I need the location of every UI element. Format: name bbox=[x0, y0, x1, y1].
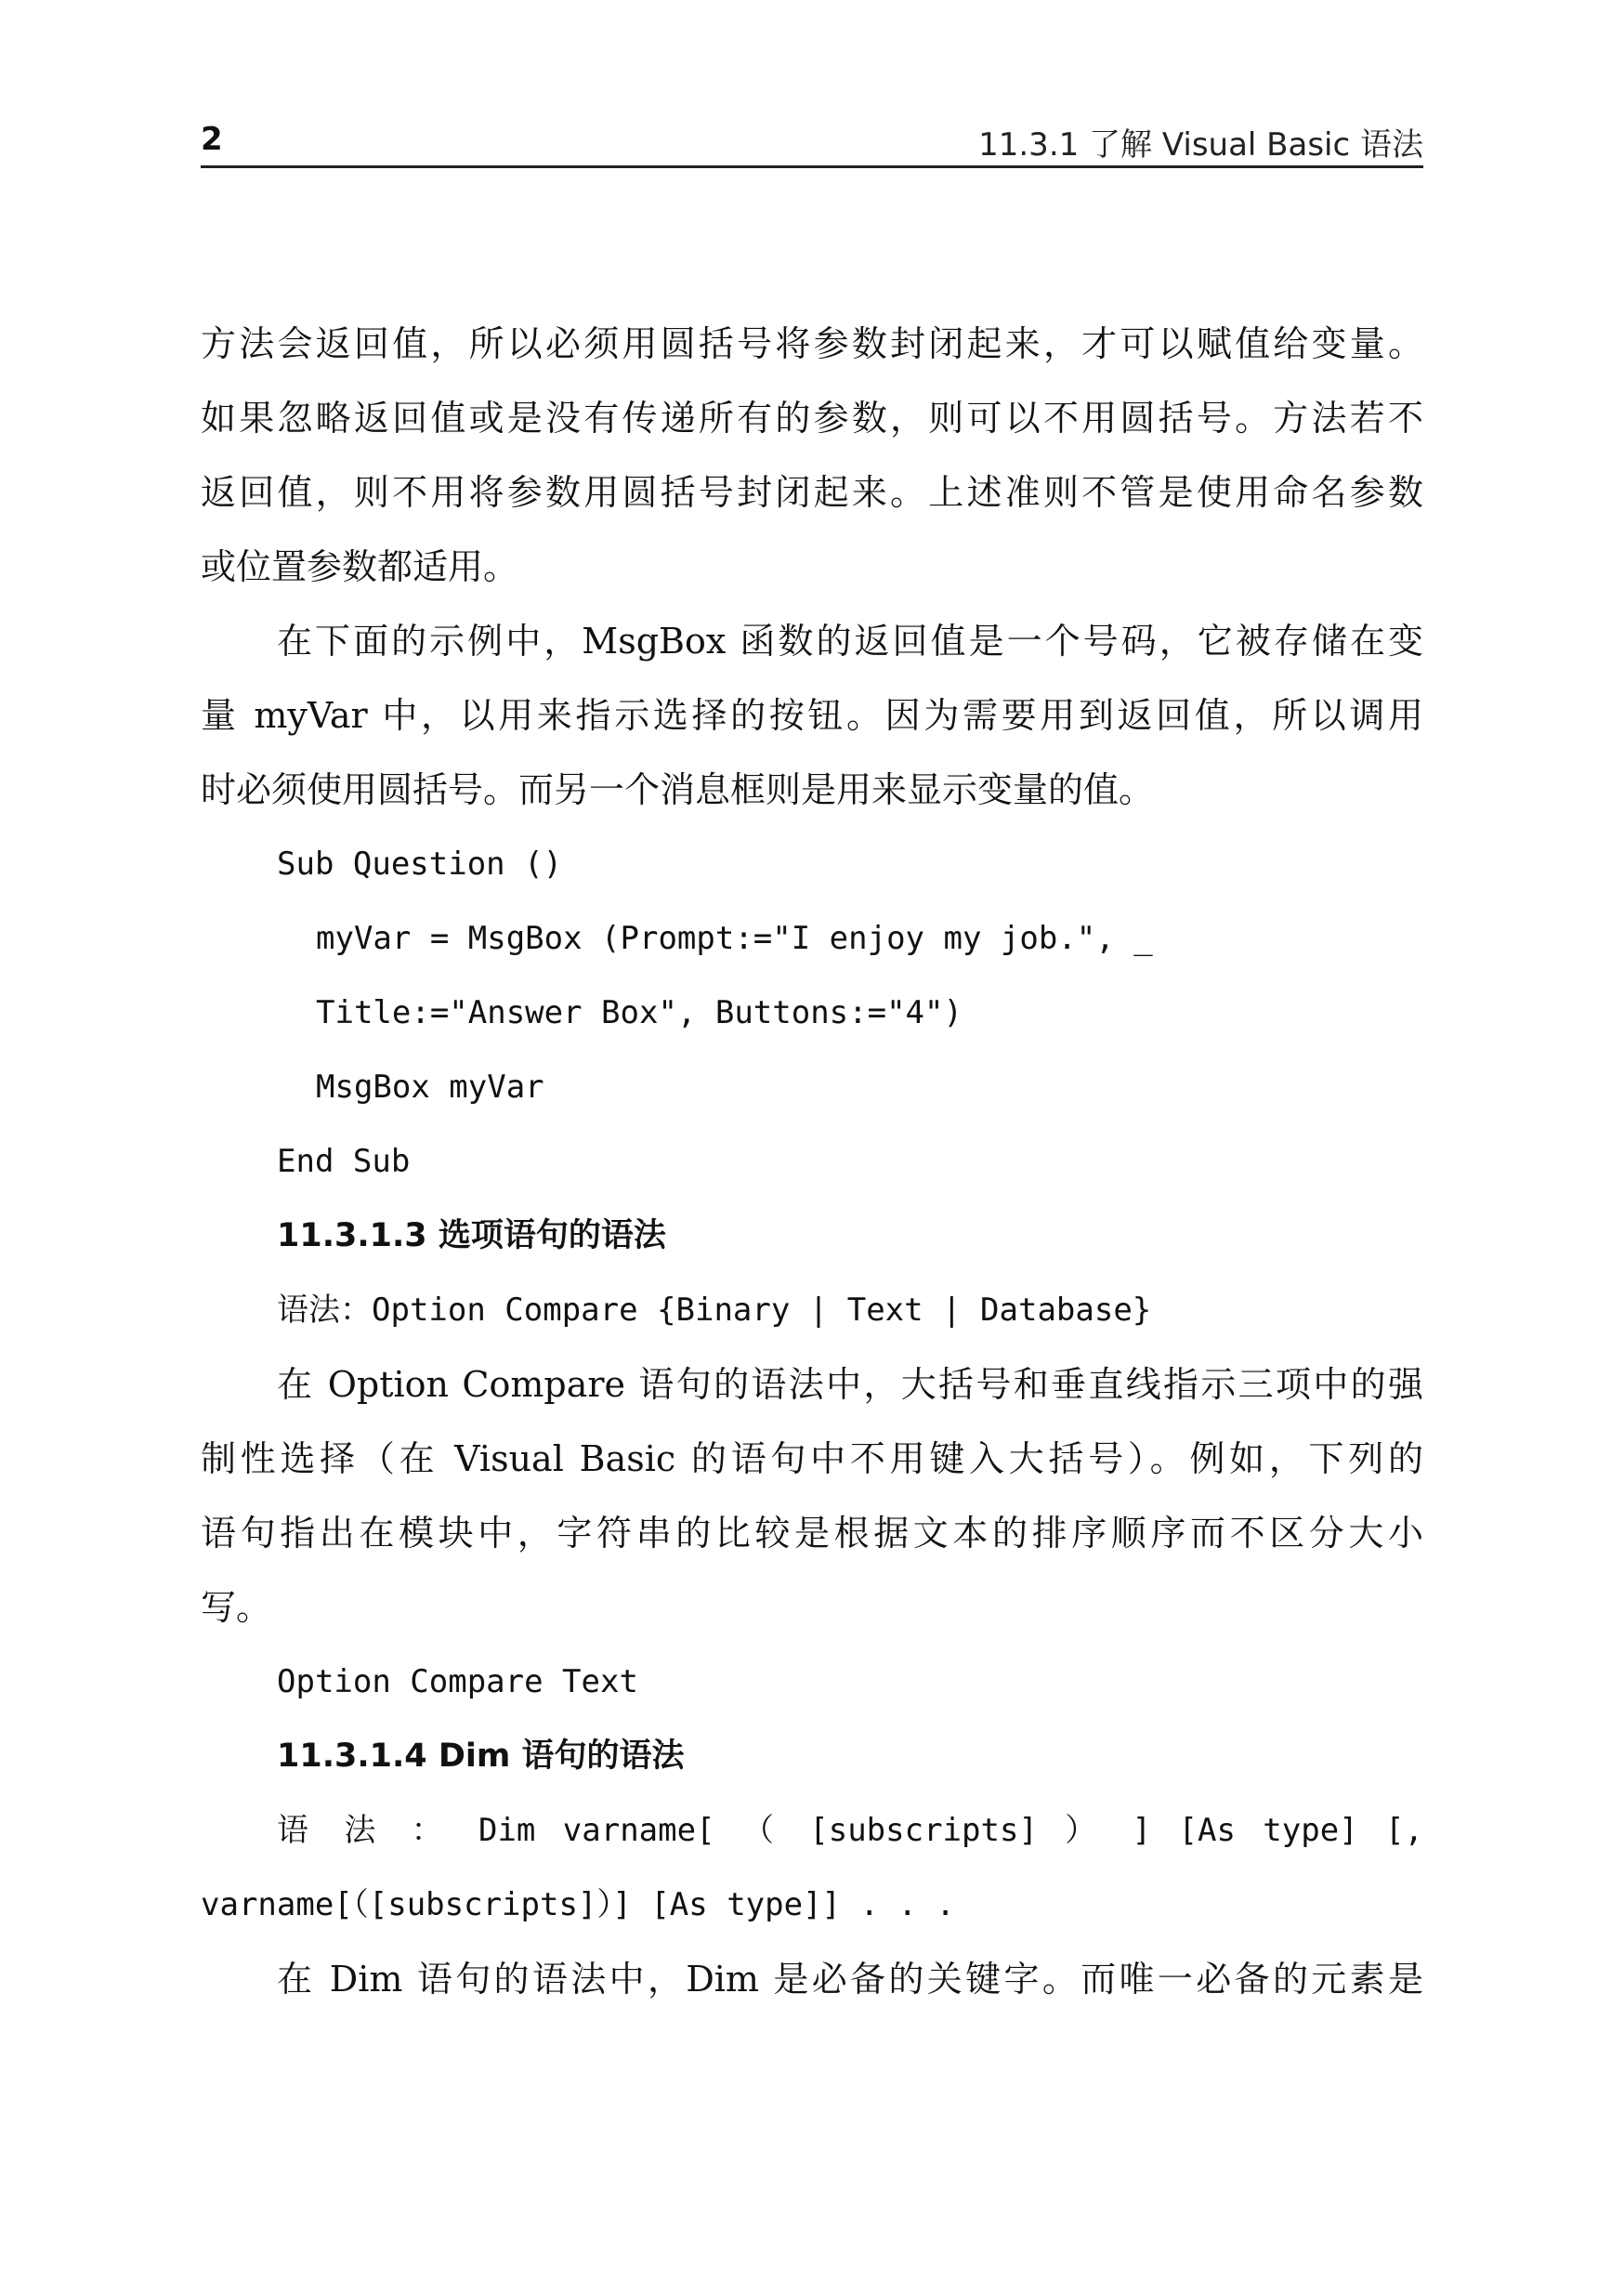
section-heading: 11.3.1.4 Dim 语句的语法 bbox=[277, 1738, 685, 1775]
paragraph-line: 如果忽略返回值或是没有传递所有的参数，则可以不用圆括号。方法若不 bbox=[201, 398, 1423, 439]
section-heading: 11.3.1.3 选项语句的语法 bbox=[277, 1217, 666, 1254]
paragraph-line: 方法会返回值，所以必须用圆括号将参数封闭起来，才可以赋值给变量。 bbox=[201, 323, 1423, 364]
code-line: End Sub bbox=[277, 1143, 411, 1180]
paragraph-line: 在 Dim 语句的语法中，Dim 是必备的关键字。而唯一必备的元素是 bbox=[277, 1959, 1423, 2000]
syntax-line: 语法：Option Compare {Binary | Text | Database} bbox=[277, 1292, 1152, 1329]
code-line: myVar = MsgBox (Prompt:="I enjoy my job.", _ bbox=[316, 920, 1153, 957]
paragraph-line: 写。 bbox=[201, 1587, 272, 1628]
paragraph-line: 在 Option Compare 语句的语法中，大括号和垂直线指示三项中的强 bbox=[277, 1364, 1423, 1405]
paragraph-line: 返回值，则不用将参数用圆括号封闭起来。上述准则不管是使用命名参数 bbox=[201, 472, 1423, 513]
paragraph-line: 在下面的示例中，MsgBox 函数的返回值是一个号码，它被存储在变 bbox=[277, 621, 1423, 662]
page-header bbox=[201, 110, 1423, 168]
paragraph-line: 量 myVar 中，以用来指示选择的按钮。因为需要用到返回值，所以调用 bbox=[201, 695, 1423, 736]
paragraph-line: 或位置参数都适用。 bbox=[201, 546, 519, 587]
syntax-line: varname[（[subscripts]）] [As type]] . . . bbox=[201, 1886, 955, 1923]
code-line: MsgBox myVar bbox=[316, 1069, 544, 1106]
syntax-line: 语 法 ： Dim varname[ （ [subscripts] ） ] [As type] [, bbox=[277, 1812, 1423, 1849]
code-line: Title:="Answer Box", Buttons:="4") bbox=[316, 994, 963, 1031]
page-number: 2 bbox=[201, 121, 223, 158]
paragraph-line: 语句指出在模块中，字符串的比较是根据文本的排序顺序而不区分大小 bbox=[201, 1513, 1423, 1554]
page-content bbox=[201, 307, 1423, 2016]
running-title: 11.3.1 了解 Visual Basic 语法 bbox=[978, 126, 1423, 164]
code-line: Option Compare Text bbox=[277, 1663, 638, 1700]
paragraph-line: 制性选择（在 Visual Basic 的语句中不用键入大括号）。例如，下列的 bbox=[201, 1438, 1423, 1479]
paragraph-line: 时必须使用圆括号。而另一个消息框则是用来显示变量的值。 bbox=[201, 769, 1155, 810]
code-line: Sub Question () bbox=[277, 846, 563, 883]
